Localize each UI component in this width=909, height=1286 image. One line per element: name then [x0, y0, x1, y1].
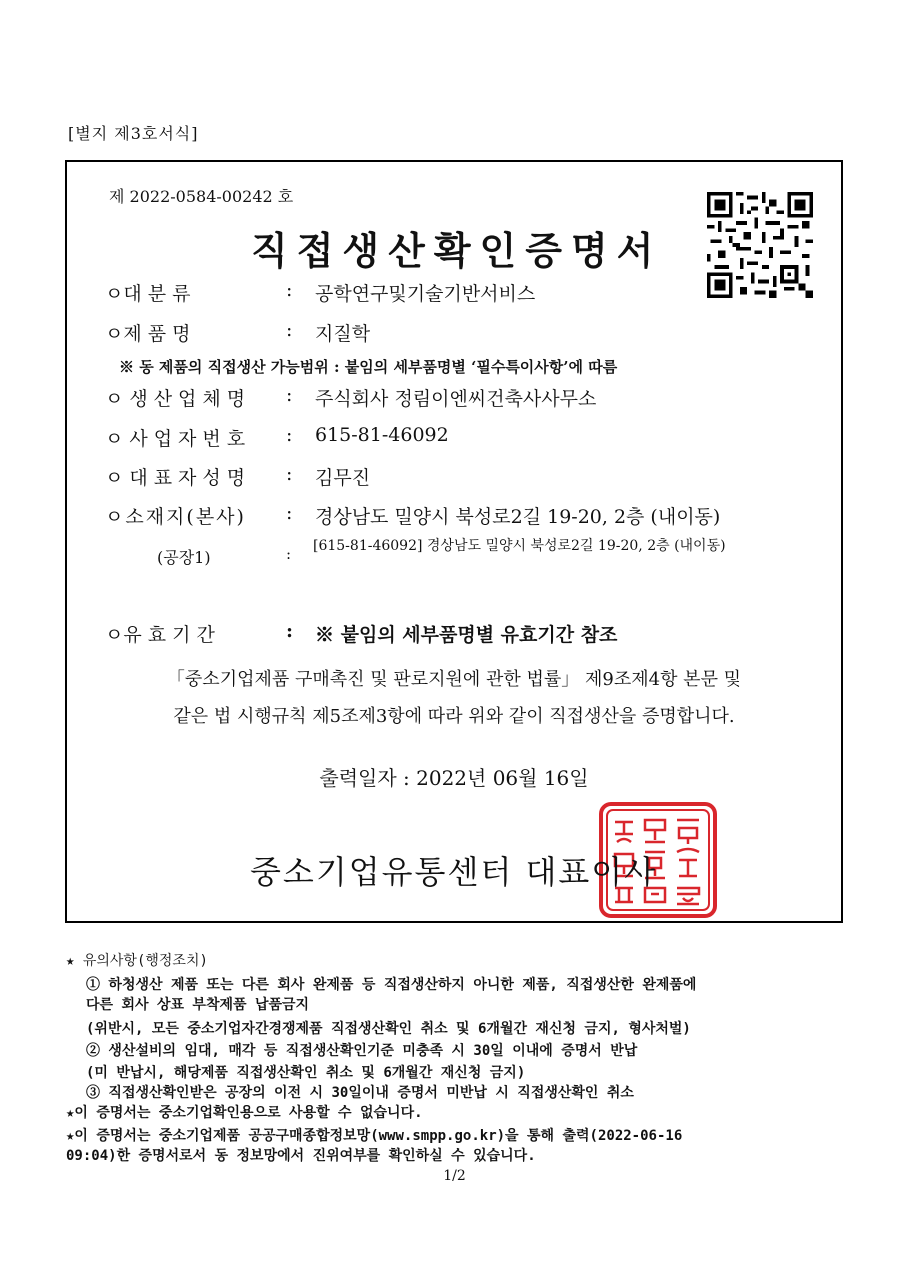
head-office-address-value: 경상남도 밀양시 북성로2길 19-20, 2층 (내이동)	[315, 506, 721, 528]
page-number: 1/2	[443, 1168, 466, 1184]
category-value: 공학연구및기술기반서비스	[315, 283, 536, 305]
company-name-colon: :	[286, 384, 293, 406]
business-number-label: ㅇ사업자번호	[105, 428, 252, 450]
legal-statement-line2: 같은 법 시행규칙 제5조제3항에 따라 위와 같이 직접생산을 증명합니다.	[173, 706, 735, 727]
representative-label: ㅇ대표자성명	[105, 467, 252, 489]
note-item-1-penalty: (위반시, 모든 중소기업자간경쟁제품 직접생산확인 취소 및 6개월간 재신청 금지, 형사처벌)	[86, 1021, 691, 1037]
issue-date: 출력일자 : 2022년 06월 16일	[319, 766, 589, 790]
footer-note-3: 09:04)한 증명서로서 동 정보망에서 진위여부를 확인하실 수 있습니다.	[66, 1148, 536, 1164]
product-name-colon: :	[286, 319, 293, 341]
factory-label: (공장1)	[157, 548, 211, 567]
form-label: [별지 제3호서식]	[68, 124, 199, 143]
representative-value: 김무진	[315, 467, 371, 489]
factory-address-value: [615-81-46092] 경상남도 밀양시 북성로2길 19-20, 2층 (내이동)	[313, 538, 726, 554]
note-item-1-cont: 다른 회사 상표 부착제품 납품금지	[86, 997, 310, 1013]
category-colon: :	[286, 279, 293, 301]
note-item-3: ③ 직접생산확인받은 공장의 이전 시 30일이내 증명서 미반납 시 직접생산확인 취소	[86, 1085, 634, 1101]
product-name-value: 지질학	[315, 323, 371, 345]
qr-code-icon	[707, 192, 813, 298]
notes-heading: ★ 유의사항(행정조치)	[66, 953, 208, 969]
category-label: ㅇ대 분 류	[105, 283, 191, 305]
footer-note-2: ★이 증명서는 중소기업제품 공공구매종합정보망(www.smpp.go.kr)을 통해 출력(2022-06-16	[66, 1128, 683, 1144]
representative-colon: :	[286, 463, 293, 485]
note-item-2: ② 생산설비의 임대, 매각 등 직접생산확인기준 미충족 시 30일 이내에 증명서 반납	[86, 1043, 638, 1059]
note-item-1: ① 하청생산 제품 또는 다른 회사 완제품 등 직접생산하지 아니한 제품, 직접생산한 완제품에	[86, 977, 697, 993]
validity-label: ㅇ유 효 기 간	[105, 624, 215, 646]
validity-colon: :	[286, 620, 294, 642]
note-item-2-penalty: (미 반납시, 해당제품 직접생산확인 취소 및 6개월간 재신청 금지)	[86, 1065, 526, 1081]
product-name-label: ㅇ제 품 명	[105, 323, 191, 345]
footer-note-1: ★이 증명서는 중소기업확인용으로 사용할 수 없습니다.	[66, 1105, 423, 1121]
legal-statement-line1: 「중소기업제품 구매촉진 및 판로지원에 관한 법률」 제9조제4항 본문 및	[166, 669, 742, 690]
head-office-address-colon: :	[286, 502, 293, 524]
company-name-label: ㅇ생산업체명	[105, 388, 252, 410]
business-number-colon: :	[286, 424, 293, 446]
production-scope-notice: ※ 동 제품의 직접생산 가능범위 : 붙임의 세부품명별 ‘필수특이사항’에 따름	[119, 358, 618, 376]
company-name-value: 주식회사 정림이엔씨건축사사무소	[315, 388, 597, 410]
certificate-title: 직접생산확인증명서	[251, 228, 663, 273]
validity-value: ※ 붙임의 세부품명별 유효기간 참조	[315, 624, 618, 646]
head-office-address-label: ㅇ소재지(본사)	[105, 506, 246, 528]
business-number-value: 615-81-46092	[315, 424, 449, 446]
issuer-name: 중소기업유통센터 대표이사	[250, 853, 658, 891]
factory-colon: :	[286, 545, 292, 563]
certificate-frame	[65, 160, 843, 923]
certificate-number: 제 2022-0584-00242 호	[109, 187, 294, 206]
